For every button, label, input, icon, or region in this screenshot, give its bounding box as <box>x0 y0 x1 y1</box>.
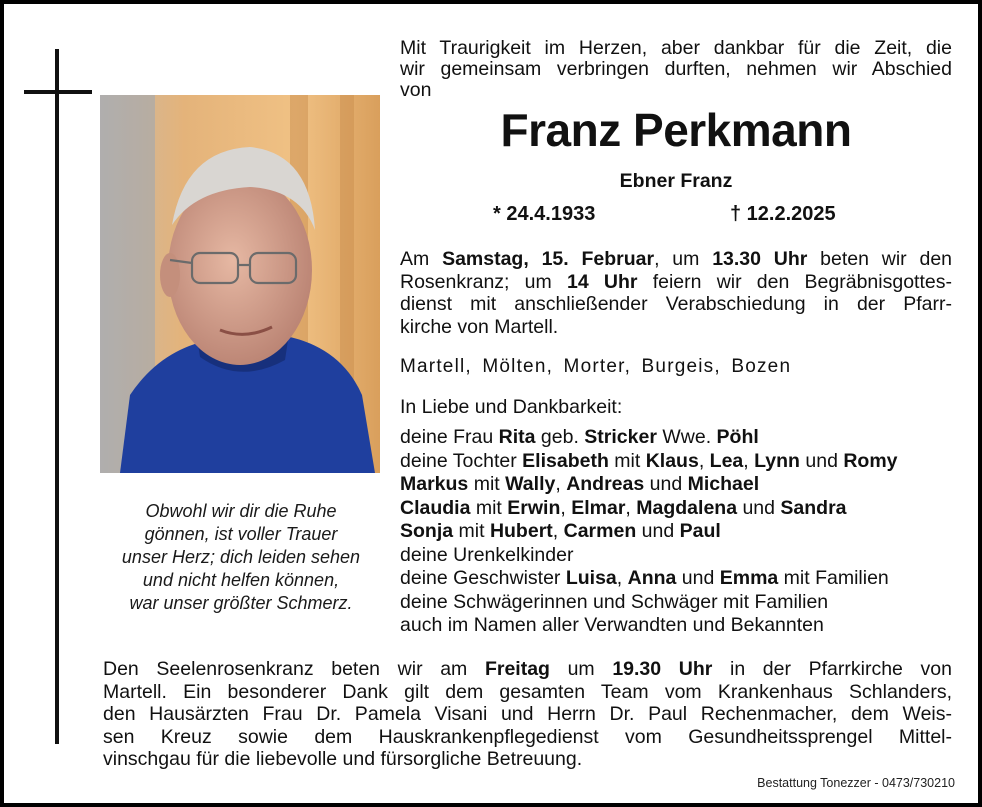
family-row: deine Tochter Elisabeth mit Klaus, Lea, Lynn und Romy <box>400 449 898 472</box>
portrait-photo <box>100 95 380 473</box>
family-row: deine Geschwister Luisa, Anna und Emma mit Familien <box>400 567 889 589</box>
family-row: deine Frau Rita geb. Stricker Wwe. Pöhl <box>400 426 759 448</box>
verse-line: Obwohl wir dir die Ruhe <box>145 501 337 521</box>
family-row: deine Urenkelkinder <box>400 543 574 566</box>
deceased-alias: Ebner Franz <box>619 170 733 192</box>
cross-icon-bar <box>24 90 92 94</box>
closing-line: Martell. Ein besonderer Dank gilt dem gesamten Team vom Krankenhaus Schlanders, <box>103 680 952 703</box>
verse-line: unser Herz; dich leiden sehen <box>121 547 361 567</box>
birth-date: * 24.4.1933 <box>493 203 596 225</box>
ceremony-line: Rosenkranz; um 14 Uhr feiern wir den Begräbnisgottes- <box>400 270 952 293</box>
closing-line: sen Kreuz sowie dem Hauskrankenpflegedienst vom Gesundheitssprengel Mittel- <box>103 725 952 748</box>
family-list <box>400 426 952 638</box>
closing-line: Den Seelenrosenkranz beten wir am Freitag um 19.30 Uhr in der Pfarrkirche von <box>103 658 952 680</box>
closing-line: vinschgau für die liebevolle und fürsorgliche Betreuung. <box>103 748 583 770</box>
intro-line: von <box>400 79 432 101</box>
closing-line: den Hausärzten Frau Dr. Pamela Visani und Herrn Dr. Paul Rechenmacher, dem Weis- <box>103 703 952 725</box>
ceremony-line: kirche von Martell. <box>400 315 559 338</box>
family-row: Claudia mit Erwin, Elmar, Magdalena und Sandra <box>400 496 847 519</box>
ceremony-text <box>400 248 952 338</box>
verse-line: und nicht helfen können, <box>142 570 340 590</box>
verse-line: gönnen, ist voller Trauer <box>144 524 338 544</box>
death-date: † 12.2.2025 <box>730 203 836 225</box>
intro-line: Mit Traurigkeit im Herzen, aber dankbar für die Zeit, die <box>400 37 952 59</box>
deceased-name: Franz Perkmann <box>500 104 852 156</box>
intro-text <box>400 38 952 101</box>
ceremony-line: dienst mit anschließender Verabschiedung in der Pfarr- <box>400 293 952 315</box>
family-row: Markus mit Wally, Andreas und Michael <box>400 473 760 495</box>
verse <box>96 500 386 615</box>
family-row: auch im Namen aller Verwandten und Bekannten <box>400 614 824 636</box>
closing-text <box>103 658 952 771</box>
intro-line: wir gemeinsam verbringen durften, nehmen wir Abschied <box>400 58 952 80</box>
cross-icon <box>55 49 59 744</box>
verse-line: war unser größter Schmerz. <box>129 593 353 613</box>
family-row: Sonja mit Hubert, Carmen und Paul <box>400 520 721 542</box>
family-row: deine Schwägerinnen und Schwäger mit Familien <box>400 590 829 613</box>
undertaker-credit: Bestattung Tonezzer - 0473/730210 <box>757 776 955 790</box>
ceremony-line: Am Samstag, 15. Februar, um 13.30 Uhr beten wir den <box>400 248 953 270</box>
places: Martell, Mölten, Morter, Burgeis, Bozen <box>400 356 792 377</box>
thanks-heading: In Liebe und Dankbarkeit: <box>400 396 623 418</box>
